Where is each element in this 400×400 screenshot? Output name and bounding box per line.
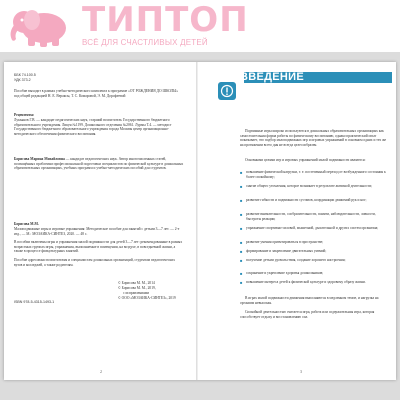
goal-item-6: развитие умения ориентироваться в пространстве; [246,240,324,244]
goal-item-10: повышение интереса детей к физической культуре и здоровому образу жизни. [246,280,366,284]
book-author: Борисова М.М. [14,222,39,226]
goal-item-5: упражнение спортивно-силовой, мышечной, дыхательной и других систем организма; [246,226,379,230]
book-description: В пособии включены игры и упражнения малой подвижности для детей 3—7 лет: рекомендованные в разных возрастных группах игры, упражнения, выполняемые в помещении, на воздухе, в повседневной жизни, а также в процессе физкультурных занятий. [14,240,183,254]
isbn: ISBN 978-5-4315-1493-1 [14,300,55,304]
book-title: Малоподвижные игры и игровые упражнения: Методическое пособие для занятий с детьми 3—7 лет. — 2-е изд., — М.: МОЗАИКА-СИНТЕЗ, 2020. — 48 с. [14,227,180,236]
bbk-code: ББК 74.100.5 [14,73,36,77]
elephant-icon [6,6,78,48]
heading-icon-box [218,82,236,100]
goal-item-9: сохранение и укрепление здоровья дошкольников; [246,271,324,275]
intro-paragraph-1: Подвижные игры широко используются в дошкольных образовательных организациях как самостоятельная форма работы по физическому воспитанию, однако практический опыт показывает, что подбор малоподвижных игр и игровых упражнений в основном одних и тех же на протяжении всего дня не всегда целесообразен. [240,129,387,147]
reviewers-heading: Рецензенты: [14,113,35,117]
goal-item-3: развитие гибкости и подвижности суставов, координации движений рук и ног; [246,198,367,202]
bullet-marker: ■ [240,280,243,285]
bullet-marker: ■ [240,198,243,203]
reviewers-text: Лукьянов Г.В. — кандидат педагогических наук, старший воспитатель Государственного бюджетного образовательного учреждения. Лицея №1199. Дошкольного отделения №2061. Лурмы Т.4. — методист Государственного бюджетного образовательного учреждения города Москвы центр организационно-методического обеспечения физического воспитания. [14,118,172,136]
bullet-marker: ■ [240,212,243,217]
copyright-line-2: © Борисова М. М., 2019, [118,286,156,290]
author-name: Борисова Марина Михайловна [14,157,65,161]
goal-item-7: формирование и закрепление двигательных умений; [246,249,327,253]
approval-note: Пособие выходит в рамках учебно-методического комплекта к программе «ОТ РОЖДЕНИЯ ДО ШКОЛЫ» под общей редакцией Н. Е. Вераксы, Т. С. Комаровой, Э. М. Дорофеевой [14,89,179,98]
brand-logo[interactable] [0,0,400,52]
copyright-line-3: с исправлениями [123,291,150,295]
info-icon [220,84,234,98]
closing-paragraph-2: Спокойной деятельностью считается игра, работа или содержательная игра, которая способствует отдыху и восстановлению сил. [240,310,375,319]
goal-item-8: получение детьми удовольствия, создание хорошего настроения; [246,258,346,262]
book-spine [196,62,198,380]
bullet-marker: ■ [240,226,243,231]
page-number-right: 3 [300,369,302,374]
bullet-marker: ■ [240,184,243,189]
bullet-marker: ■ [240,170,243,175]
bullet-marker: ■ [240,240,243,245]
page-number-left: 2 [100,369,102,374]
goal-item-4: развитие внимательности, сообразительности, памяти, наблюдательности, ловкости, быстроты реакции; [246,212,376,221]
bullet-marker: ■ [240,258,243,263]
intro-heading: ВВЕДЕНИЕ [240,71,304,83]
goal-item-2: снятие общего утомления, которое возникает в результате активной деятельности; [246,184,373,188]
author-bio [14,157,184,171]
udk-code: УДК 373.2 [14,78,31,82]
author-text: — кандидат педагогических наук. Автор многочисленных статей, посвящённых проблемам профессиональной подготовки специалистов по физической культуре в дошкольных образовательных организациях, учебных программ и учебно-методических пособий для студентов. [14,157,184,171]
bullet-marker: ■ [240,271,243,276]
bullet-marker: ■ [240,249,243,254]
intro-paragraph-2: Основными целями игр и игровых упражнений малой подвижности являются: [245,158,366,162]
goal-item-1: повышение физической нагрузки, т. е. постепенный переход от возбужденного состояния к более спокойному; [246,170,386,179]
book-audience: Пособие адресовано воспитателям и специалистам дошкольных организаций, студентам педагогических вузов и колледжей, а также родителям. [14,258,175,267]
brand-tagline: ВСЁ ДЛЯ СЧАСТЛИВЫХ ДЕТЕЙ [82,38,208,47]
brand-title: ТИПТОП [82,0,249,40]
copyright-line-1: © Борисова М. М., 2014 [118,281,155,285]
top-banner [0,0,400,52]
closing-paragraph-1: В играх малой подвижности движения выполняются в медленном темпе, и нагрузка на организм невысокая. [240,296,379,305]
copyright-line-4: © ООО «МОЗАИКА-СИНТЕЗ», 2019 [118,296,176,300]
